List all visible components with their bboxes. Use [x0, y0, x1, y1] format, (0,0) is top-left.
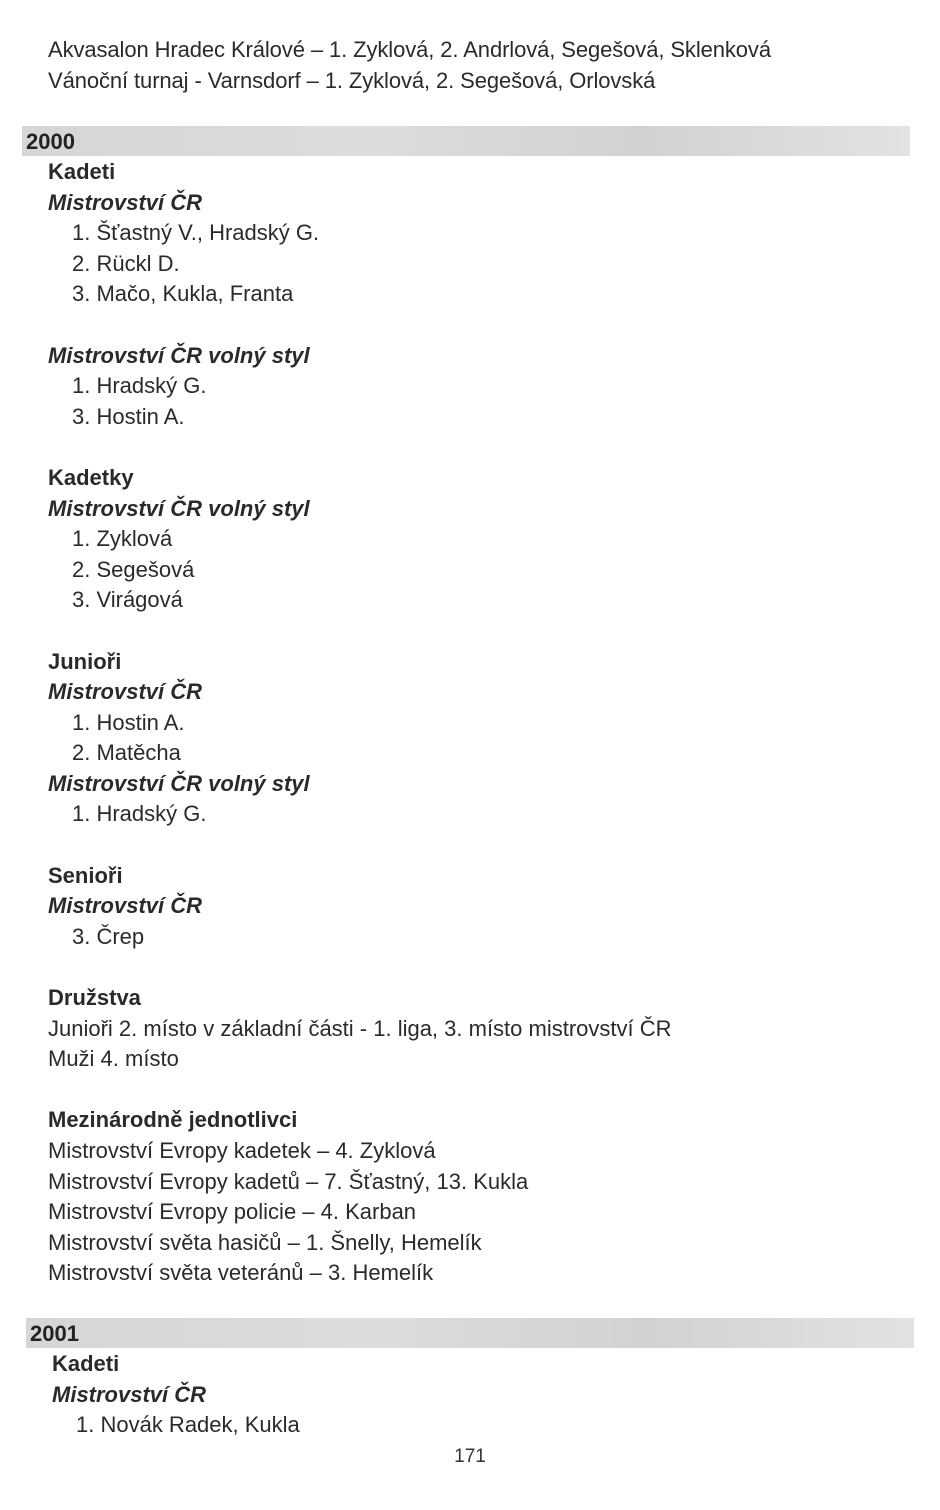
- section-2001: [52, 1349, 300, 1441]
- spacer: [48, 310, 672, 341]
- result-line: 1. Hostin A.: [72, 709, 185, 735]
- category-heading: Kadeti: [52, 1351, 120, 1376]
- result-line: 3. Virágová: [72, 587, 183, 613]
- category-heading: Kadeti: [48, 159, 116, 184]
- category-heading: Senioři: [48, 862, 123, 888]
- page-number: 171: [454, 1446, 486, 1467]
- category-heading: Družstva: [48, 985, 141, 1011]
- competition-heading: Mistrovství ČR: [52, 1381, 207, 1407]
- result-line: 2. Matěcha: [72, 740, 181, 766]
- spacer: [48, 432, 672, 463]
- category-heading: Junioři: [48, 648, 122, 674]
- spacer: [48, 1075, 672, 1106]
- team-result-line: Muži 4. místo: [48, 1046, 179, 1072]
- spacer: [48, 830, 672, 861]
- year-bar-2001: [26, 1318, 914, 1348]
- result-line: 1. Hradský G.: [72, 801, 207, 827]
- international-result-line: Mistrovství Evropy kadetek – 4. Zyklová: [48, 1138, 436, 1163]
- competition-heading: Mistrovství ČR: [48, 189, 203, 215]
- competition-heading: Mistrovství ČR volný styl: [48, 770, 310, 796]
- result-line: 3. Mačo, Kukla, Franta: [72, 281, 294, 307]
- result-line: 1. Hradský G.: [72, 373, 207, 399]
- result-line: 1. Novák Radek, Kukla: [76, 1412, 300, 1438]
- intro-block: [48, 34, 771, 96]
- intro-line: Vánoční turnaj - Varnsdorf – 1. Zyklová, 2. Segešová, Orlovská: [48, 68, 656, 93]
- spacer: [48, 952, 672, 983]
- year-bar-2000: [22, 126, 910, 156]
- competition-heading: Mistrovství ČR volný styl: [48, 342, 310, 368]
- result-line: 1. Zyklová: [72, 526, 173, 552]
- result-line: 3. Hostin A.: [72, 403, 185, 429]
- intro-line: Akvasalon Hradec Králové – 1. Zyklová, 2. Andrlová, Segešová, Sklenková: [48, 37, 771, 62]
- category-heading: Mezinárodně jednotlivci: [48, 1107, 298, 1133]
- section-2000: [48, 157, 672, 1289]
- international-result-line: Mistrovství světa veteránů – 3. Hemelík: [48, 1260, 434, 1286]
- team-result-line: Junioři 2. místo v základní části - 1. liga, 3. místo mistrovství ČR: [48, 1015, 672, 1041]
- result-line: 2. Rückl D.: [72, 250, 180, 276]
- competition-heading: Mistrovství ČR: [48, 893, 203, 919]
- spacer: [48, 616, 672, 647]
- international-result-line: Mistrovství světa hasičů – 1. Šnelly, Hemelík: [48, 1229, 482, 1255]
- international-result-line: Mistrovství Evropy kadetů – 7. Šťastný, 13. Kukla: [48, 1168, 529, 1194]
- result-line: 1. Šťastný V., Hradský G.: [72, 220, 320, 246]
- category-heading: Kadetky: [48, 464, 134, 490]
- result-line: 2. Segešová: [72, 556, 195, 582]
- competition-heading: Mistrovství ČR volný styl: [48, 495, 310, 521]
- result-line: 3. Črep: [72, 923, 145, 949]
- year-heading: 2000: [26, 129, 75, 154]
- year-heading: 2001: [30, 1321, 79, 1346]
- international-result-line: Mistrovství Evropy policie – 4. Karban: [48, 1199, 417, 1225]
- competition-heading: Mistrovství ČR: [48, 679, 203, 705]
